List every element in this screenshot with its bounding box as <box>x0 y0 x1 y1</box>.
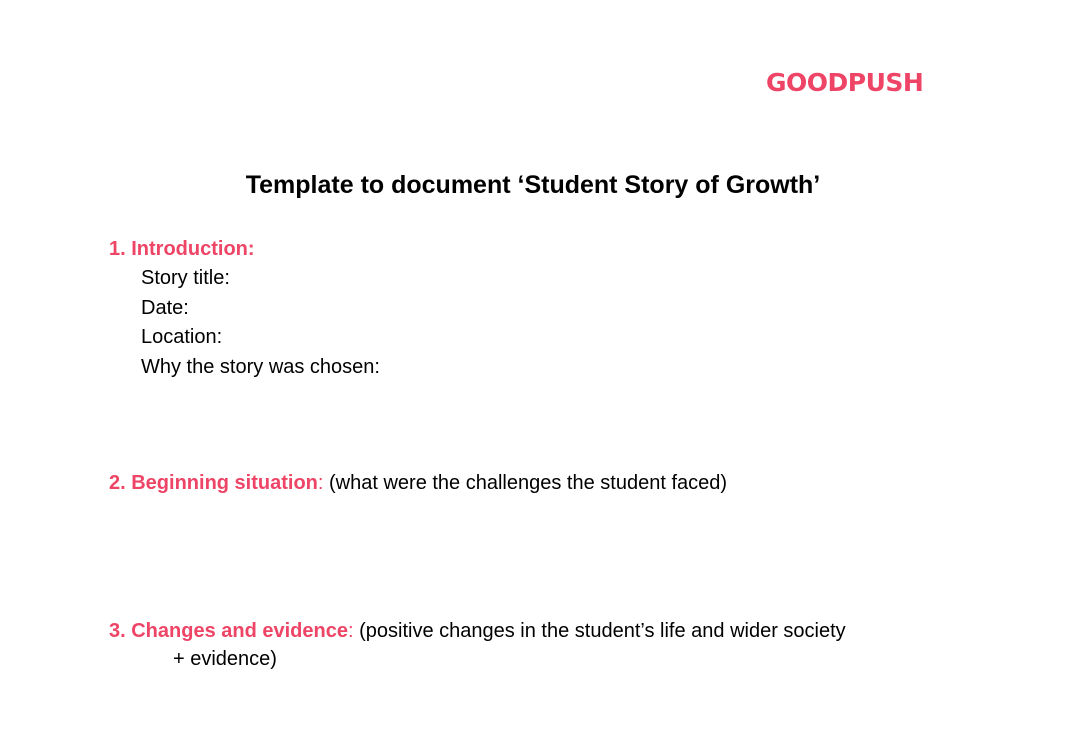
field-date: Date: <box>141 296 189 319</box>
beginning-situation-description: (what were the challenges the student faced) <box>323 472 728 494</box>
field-story-title: Story title: <box>141 267 230 289</box>
beginning-situation-heading: 2. Beginning situation <box>109 472 318 494</box>
field-why-chosen: Why the story was chosen: <box>141 355 380 378</box>
changes-evidence-description: (positive changes in the student’s life and wider society <box>353 620 846 642</box>
changes-evidence-heading: 3. Changes and evidence <box>109 620 348 642</box>
changes-evidence-continuation: + evidence) <box>173 648 277 670</box>
field-location: Location: <box>141 326 223 348</box>
introduction-heading-label: 1. Introduction: <box>109 238 255 260</box>
changes-evidence-colon: : <box>347 620 354 642</box>
goodpush-logo: GOODPUSH <box>766 68 924 97</box>
introduction-field-list <box>141 265 380 383</box>
document-title: Template to document ‘Student Story of Growth’ <box>245 171 821 199</box>
section-beginning-situation <box>109 471 727 495</box>
section-introduction-heading <box>109 237 255 261</box>
beginning-situation-colon: : <box>317 472 324 494</box>
section-changes-evidence <box>109 619 846 643</box>
